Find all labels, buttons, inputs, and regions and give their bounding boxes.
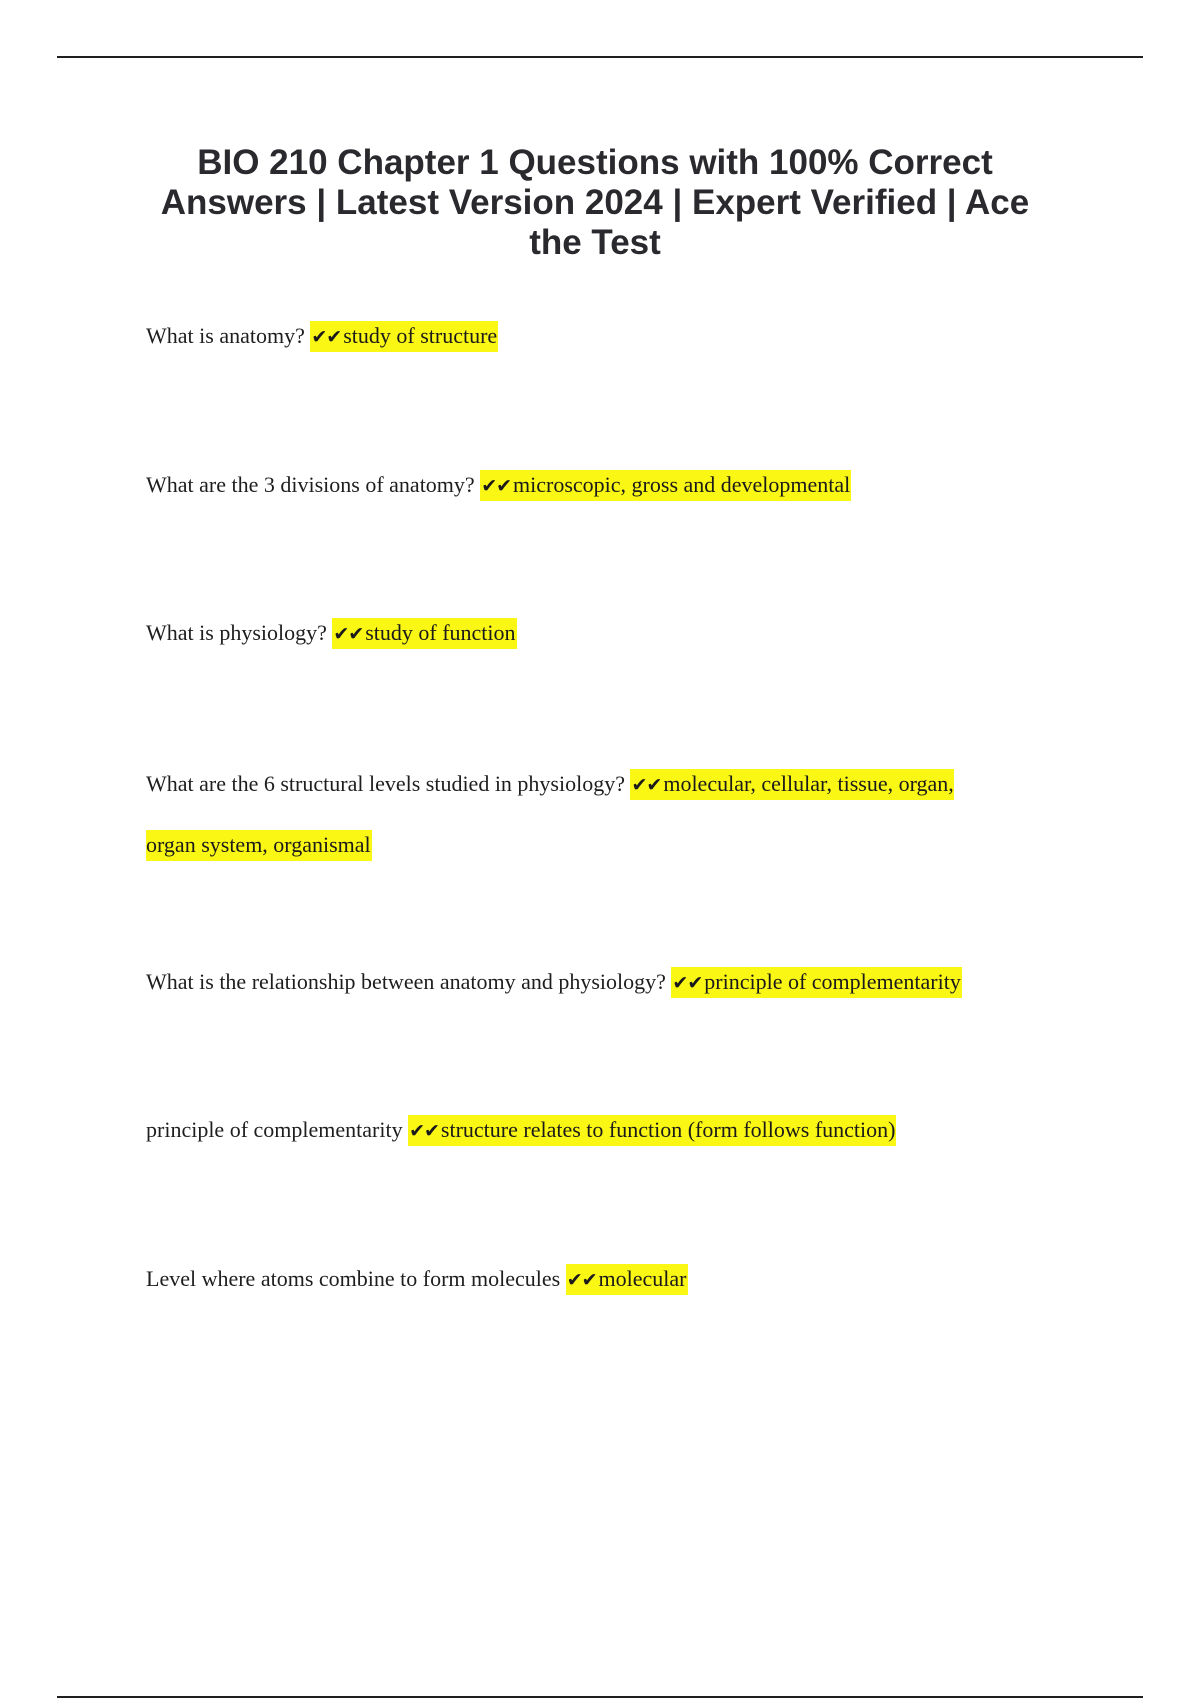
checkmark-icon: ✔✔ (566, 1269, 597, 1291)
qa-item-1 (146, 306, 1046, 367)
qa-item-2 (146, 455, 1046, 516)
answer-text: study of function (365, 620, 516, 645)
checkmark-icon: ✔✔ (631, 774, 662, 796)
checkmark-icon: ✔✔ (311, 326, 342, 348)
answer-text: molecular, cellular, tissue, organ, organ system, organismal (146, 771, 954, 857)
answer-text: microscopic, gross and developmental (513, 472, 851, 497)
qa-item-3 (146, 603, 1046, 664)
question-text: What is physiology? (146, 620, 327, 645)
answer-highlight (566, 1264, 688, 1295)
answer-highlight (310, 321, 498, 352)
qa-item-5 (146, 952, 1146, 1013)
answer-highlight (332, 618, 516, 649)
answer-highlight (671, 967, 961, 998)
top-rule (57, 56, 1143, 58)
answer-text: study of structure (343, 323, 498, 348)
checkmark-icon: ✔✔ (409, 1120, 439, 1142)
question-text: Level where atoms combine to form molecules (146, 1266, 561, 1291)
answer-text: principle of complementarity (704, 969, 961, 994)
answer-text: molecular (598, 1266, 687, 1291)
answer-highlight (480, 470, 851, 501)
checkmark-icon: ✔✔ (333, 623, 364, 645)
question-text: What are the 6 structural levels studied in physiology? (146, 771, 625, 796)
question-text: What is the relationship between anatomy and physiology? (146, 969, 666, 994)
question-text: principle of complementarity (146, 1117, 403, 1142)
checkmark-icon: ✔✔ (672, 972, 703, 994)
qa-item-6 (146, 1100, 1146, 1161)
answer-text: structure relates to function (form follows function) (440, 1117, 896, 1142)
question-text: What are the 3 divisions of anatomy? (146, 472, 475, 497)
bottom-rule (57, 1696, 1143, 1698)
checkmark-icon: ✔✔ (481, 475, 512, 497)
answer-highlight (408, 1115, 896, 1146)
document-title: BIO 210 Chapter 1 Questions with 100% Correct Answers | Latest Version 2024 | Expert Verified | Ace the Test (160, 143, 1030, 262)
qa-item-4 (146, 754, 996, 874)
question-text: What is anatomy? (146, 323, 305, 348)
qa-item-7 (146, 1249, 1046, 1310)
